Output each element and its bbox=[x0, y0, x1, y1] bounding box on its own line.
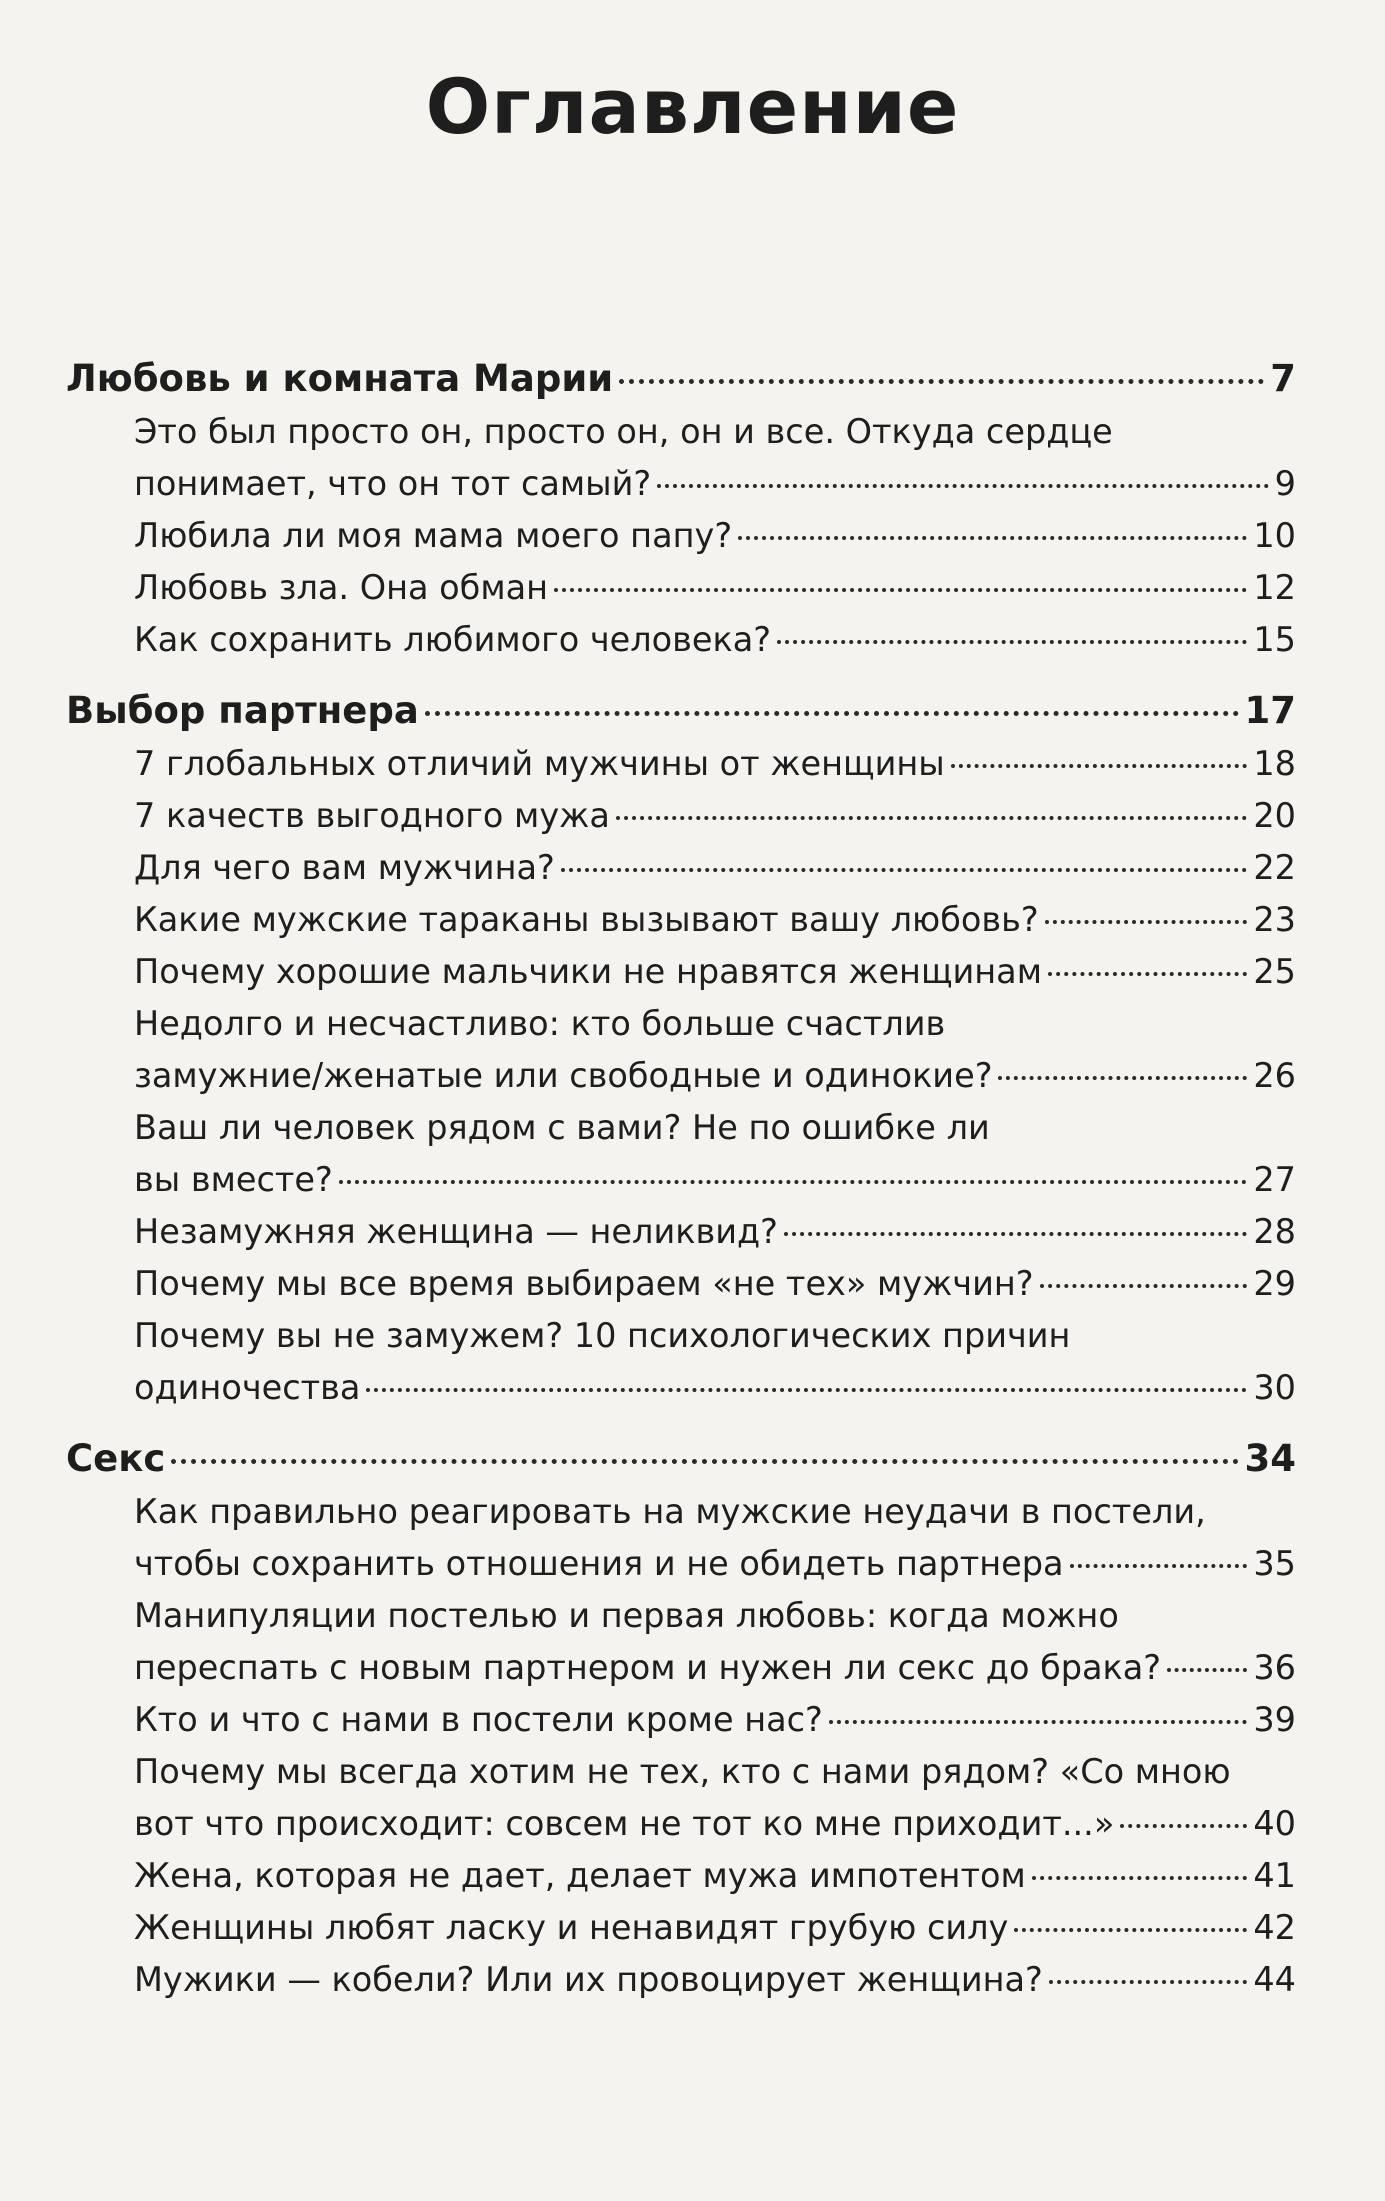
entry-title-line: Это был просто он, просто он, он и все. Откуда сердце bbox=[134, 412, 1113, 451]
dot-leader bbox=[777, 640, 1247, 644]
entry-page-number: 26 bbox=[1253, 1056, 1296, 1095]
section-page-number: 34 bbox=[1244, 1437, 1296, 1480]
entry-title-line: Манипуляции постелью и первая любовь: когда можно bbox=[134, 1596, 1119, 1635]
dot-leader bbox=[1032, 1876, 1248, 1880]
toc-entry[interactable] bbox=[134, 738, 1296, 790]
dot-leader bbox=[366, 1388, 1247, 1392]
entry-page-number: 12 bbox=[1253, 568, 1296, 607]
entry-title: Жена, которая не дает, делает мужа импотентом bbox=[134, 1856, 1026, 1895]
toc-entry[interactable] bbox=[134, 842, 1296, 894]
dot-leader bbox=[1049, 1980, 1248, 1984]
entry-page-number: 27 bbox=[1253, 1160, 1296, 1199]
entry-title-line: Как правильно реагировать на мужские неудачи в постели, bbox=[134, 1492, 1206, 1531]
toc-entry[interactable] bbox=[134, 1902, 1296, 1954]
entry-page-number: 30 bbox=[1253, 1368, 1296, 1407]
dot-leader bbox=[998, 1076, 1247, 1080]
entry-title: замужние/женатые или свободные и одинокие? bbox=[134, 1056, 993, 1095]
dot-leader bbox=[619, 379, 1264, 384]
dot-leader bbox=[1045, 920, 1248, 924]
entry-page-number: 15 bbox=[1253, 620, 1296, 659]
entry-row bbox=[134, 1694, 1296, 1746]
entry-page-number: 23 bbox=[1253, 900, 1296, 939]
entry-title: чтобы сохранить отношения и не обидеть партнера bbox=[134, 1544, 1064, 1583]
dot-leader bbox=[1040, 1284, 1248, 1288]
section-page-number: 7 bbox=[1270, 357, 1296, 400]
dot-leader bbox=[171, 1459, 1238, 1464]
entry-title: Любила ли моя мама моего папу? bbox=[134, 516, 733, 555]
dot-leader bbox=[657, 484, 1268, 488]
dot-leader bbox=[554, 588, 1247, 592]
entry-title: 7 глобальных отличий мужчины от женщины bbox=[134, 744, 945, 783]
entry-row bbox=[134, 510, 1296, 562]
entry-title-line: Ваш ли человек рядом с вами? Не по ошибке ли bbox=[134, 1108, 990, 1147]
toc-entry[interactable] bbox=[134, 1258, 1296, 1310]
section-heading[interactable] bbox=[66, 352, 1296, 406]
entry-page-number: 29 bbox=[1253, 1264, 1296, 1303]
entry-title: Для чего вам мужчина? bbox=[134, 848, 555, 887]
toc-entry[interactable] bbox=[134, 614, 1296, 666]
toc-entry[interactable] bbox=[134, 998, 1296, 1102]
toc-entry[interactable] bbox=[134, 946, 1296, 998]
entry-page-number: 22 bbox=[1253, 848, 1296, 887]
toc-entry[interactable] bbox=[134, 1590, 1296, 1694]
dot-leader bbox=[1167, 1668, 1247, 1672]
entry-title: Почему хорошие мальчики не нравятся женщинам bbox=[134, 952, 1042, 991]
toc-entry[interactable] bbox=[134, 406, 1296, 510]
entry-row bbox=[134, 1206, 1296, 1258]
entry-row bbox=[134, 1050, 1296, 1102]
toc-entry[interactable] bbox=[134, 1954, 1296, 2006]
dot-leader bbox=[1014, 1928, 1247, 1932]
entry-title: 7 качеств выгодного мужа bbox=[134, 796, 610, 835]
toc-entry[interactable] bbox=[134, 1486, 1296, 1590]
entry-title: Почему мы все время выбираем «не тех» мужчин? bbox=[134, 1264, 1034, 1303]
entry-title: Мужики — кобели? Или их провоцирует женщина? bbox=[134, 1960, 1043, 1999]
entry-title: Любовь зла. Она обман bbox=[134, 568, 549, 607]
dot-leader bbox=[561, 868, 1248, 872]
entry-row bbox=[134, 738, 1296, 790]
entry-row bbox=[134, 1362, 1296, 1414]
entry-title: вы вместе? bbox=[134, 1160, 333, 1199]
entry-title: понимает, что он тот самый? bbox=[134, 464, 652, 503]
entry-row bbox=[134, 1642, 1296, 1694]
toc-section bbox=[66, 1432, 1296, 2006]
toc-entry[interactable] bbox=[134, 894, 1296, 946]
entry-title-line: Почему мы всегда хотим не тех, кто с нами рядом? «Со мною bbox=[134, 1752, 1231, 1791]
entry-page-number: 9 bbox=[1274, 464, 1296, 503]
entry-row bbox=[134, 1154, 1296, 1206]
entry-page-number: 41 bbox=[1253, 1856, 1296, 1895]
entry-row bbox=[134, 1902, 1296, 1954]
dot-leader bbox=[339, 1180, 1248, 1184]
entry-title-line: Недолго и несчастливо: кто больше счастлив bbox=[134, 1004, 946, 1043]
entry-row bbox=[134, 1954, 1296, 2006]
toc-entry[interactable] bbox=[134, 1850, 1296, 1902]
entry-row bbox=[134, 1538, 1296, 1590]
entry-row bbox=[134, 458, 1296, 510]
dot-leader bbox=[829, 1720, 1248, 1724]
section-heading[interactable] bbox=[66, 1432, 1296, 1486]
dot-leader bbox=[1120, 1824, 1247, 1828]
section-label: Секс bbox=[66, 1437, 166, 1480]
page-title: Оглавление bbox=[425, 62, 960, 151]
entry-title: Незамужняя женщина — неликвид? bbox=[134, 1212, 778, 1251]
toc-entry[interactable] bbox=[134, 1694, 1296, 1746]
toc-entry[interactable] bbox=[134, 562, 1296, 614]
entry-page-number: 42 bbox=[1253, 1908, 1296, 1947]
section-heading[interactable] bbox=[66, 684, 1296, 738]
section-label: Выбор партнера bbox=[66, 689, 419, 732]
entry-title: одиночества bbox=[134, 1368, 361, 1407]
entry-title: Женщины любят ласку и ненавидят грубую силу bbox=[134, 1908, 1009, 1947]
toc-section bbox=[66, 684, 1296, 1414]
entry-row bbox=[134, 1850, 1296, 1902]
dot-leader bbox=[1048, 972, 1247, 976]
entry-row bbox=[134, 946, 1296, 998]
section-label: Любовь и комната Марии bbox=[66, 357, 614, 400]
toc-entry[interactable] bbox=[134, 790, 1296, 842]
entry-title: переспать с новым партнером и нужен ли секс до брака? bbox=[134, 1648, 1162, 1687]
entry-title: вот что происходит: совсем не тот ко мне приходит...» bbox=[134, 1804, 1115, 1843]
dot-leader bbox=[1070, 1564, 1248, 1568]
entry-row bbox=[134, 1798, 1296, 1850]
entry-page-number: 44 bbox=[1253, 1960, 1296, 1999]
entry-page-number: 36 bbox=[1253, 1648, 1296, 1687]
toc-entry[interactable] bbox=[134, 1102, 1296, 1206]
entry-row bbox=[134, 562, 1296, 614]
entry-page-number: 25 bbox=[1253, 952, 1296, 991]
entry-row bbox=[134, 790, 1296, 842]
entry-page-number: 35 bbox=[1253, 1544, 1296, 1583]
entry-title: Какие мужские тараканы вызывают вашу любовь? bbox=[134, 900, 1039, 939]
entry-page-number: 18 bbox=[1253, 744, 1296, 783]
dot-leader bbox=[951, 764, 1248, 768]
dot-leader bbox=[425, 711, 1239, 716]
dot-leader bbox=[784, 1232, 1247, 1236]
entry-title: Как сохранить любимого человека? bbox=[134, 620, 772, 659]
toc-entry[interactable] bbox=[134, 1310, 1296, 1414]
toc-entry[interactable] bbox=[134, 1206, 1296, 1258]
entry-page-number: 28 bbox=[1253, 1212, 1296, 1251]
entry-page-number: 20 bbox=[1253, 796, 1296, 835]
toc-entry[interactable] bbox=[134, 1746, 1296, 1850]
entry-title-line: Почему вы не замужем? 10 психологических причин bbox=[134, 1316, 1071, 1355]
entry-title: Кто и что с нами в постели кроме нас? bbox=[134, 1700, 823, 1739]
table-of-contents bbox=[66, 352, 1296, 2024]
toc-section bbox=[66, 352, 1296, 666]
entry-row bbox=[134, 842, 1296, 894]
entry-row bbox=[134, 1258, 1296, 1310]
entry-page-number: 40 bbox=[1253, 1804, 1296, 1843]
entry-row bbox=[134, 614, 1296, 666]
dot-leader bbox=[616, 816, 1248, 820]
entry-row bbox=[134, 894, 1296, 946]
entry-page-number: 10 bbox=[1253, 516, 1296, 555]
toc-entry[interactable] bbox=[134, 510, 1296, 562]
entry-page-number: 39 bbox=[1253, 1700, 1296, 1739]
dot-leader bbox=[738, 536, 1247, 540]
section-page-number: 17 bbox=[1244, 689, 1296, 732]
